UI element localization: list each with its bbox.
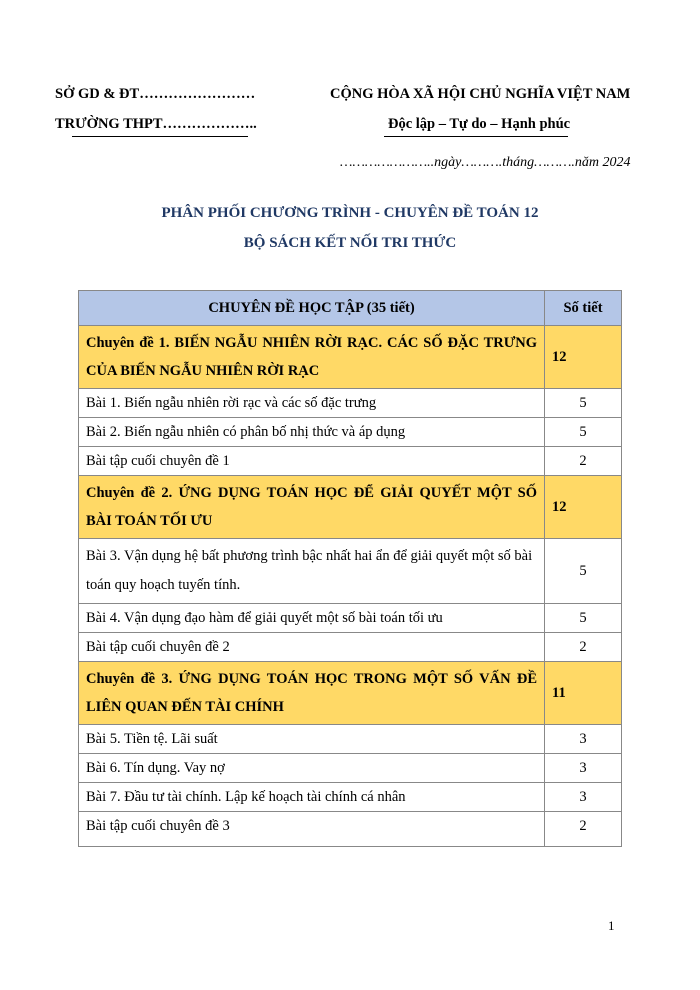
curriculum-table <box>78 290 622 847</box>
page-number: 1 <box>608 918 615 933</box>
school-label: TRƯỜNG THPT……………….. <box>55 116 257 132</box>
divider <box>384 136 568 137</box>
header-topic: CHUYÊN ĐỀ HỌC TẬP (35 tiết) <box>79 291 545 326</box>
table-row: Bài tập cuối chuyên đề 2 2 <box>79 633 622 662</box>
table-row: Bài 5. Tiền tệ. Lãi suất 3 <box>79 725 622 754</box>
topic-row: Chuyên đề 1. BIẾN NGẪU NHIÊN RỜI RẠC. CÁC SỐ ĐẶC TRƯNG CỦA BIẾN NGẪU NHIÊN RỜI RẠC 12 <box>79 326 622 389</box>
topic-row: Chuyên đề 2. ỨNG DỤNG TOÁN HỌC ĐỂ GIẢI QUYẾT MỘT SỐ BÀI TOÁN TỐI ƯU 12 <box>79 476 622 539</box>
doc-subtitle: BỘ SÁCH KẾT NỐI TRI THỨC <box>243 235 457 251</box>
nation-title: CỘNG HÒA XÃ HỘI CHỦ NGHĨA VIỆT NAM <box>330 86 631 102</box>
table-row: Bài tập cuối chuyên đề 1 2 <box>79 447 622 476</box>
table-row: Bài 4. Vận dụng đạo hàm để giải quyết một số bài toán tối ưu 5 <box>79 604 622 633</box>
department-label: SỞ GD & ĐT…………………… <box>55 86 256 102</box>
table-row: Bài 2. Biến ngẫu nhiên có phân bố nhị thức và áp dụng 5 <box>79 418 622 447</box>
doc-title: PHÂN PHỐI CHƯƠNG TRÌNH - CHUYÊN ĐỀ TOÁN 12 <box>161 205 539 221</box>
table-row: Bài 1. Biến ngẫu nhiên rời rạc và các số đặc trưng 5 <box>79 389 622 418</box>
table-row: Bài 3. Vận dụng hệ bất phương trình bậc nhất hai ẩn để giải quyết một số bài toán quy hoạch tuyến tính. 5 <box>79 539 622 604</box>
divider <box>72 136 248 137</box>
table-row: Bài tập cuối chuyên đề 3 2 <box>79 812 622 847</box>
table-row: Bài 7. Đầu tư tài chính. Lập kế hoạch tài chính cá nhân 3 <box>79 783 622 812</box>
motto: Độc lập – Tự do – Hạnh phúc <box>388 116 571 132</box>
header-periods: Số tiết <box>545 291 622 326</box>
table-row: Bài 6. Tín dụng. Vay nợ 3 <box>79 754 622 783</box>
topic-row: Chuyên đề 3. ỨNG DỤNG TOÁN HỌC TRONG MỘT SỐ VẤN ĐỀ LIÊN QUAN ĐẾN TÀI CHÍNH 11 <box>79 662 622 725</box>
table-header <box>79 291 622 326</box>
date-line: …………………..ngày……….tháng……….năm 2024 <box>340 155 631 170</box>
